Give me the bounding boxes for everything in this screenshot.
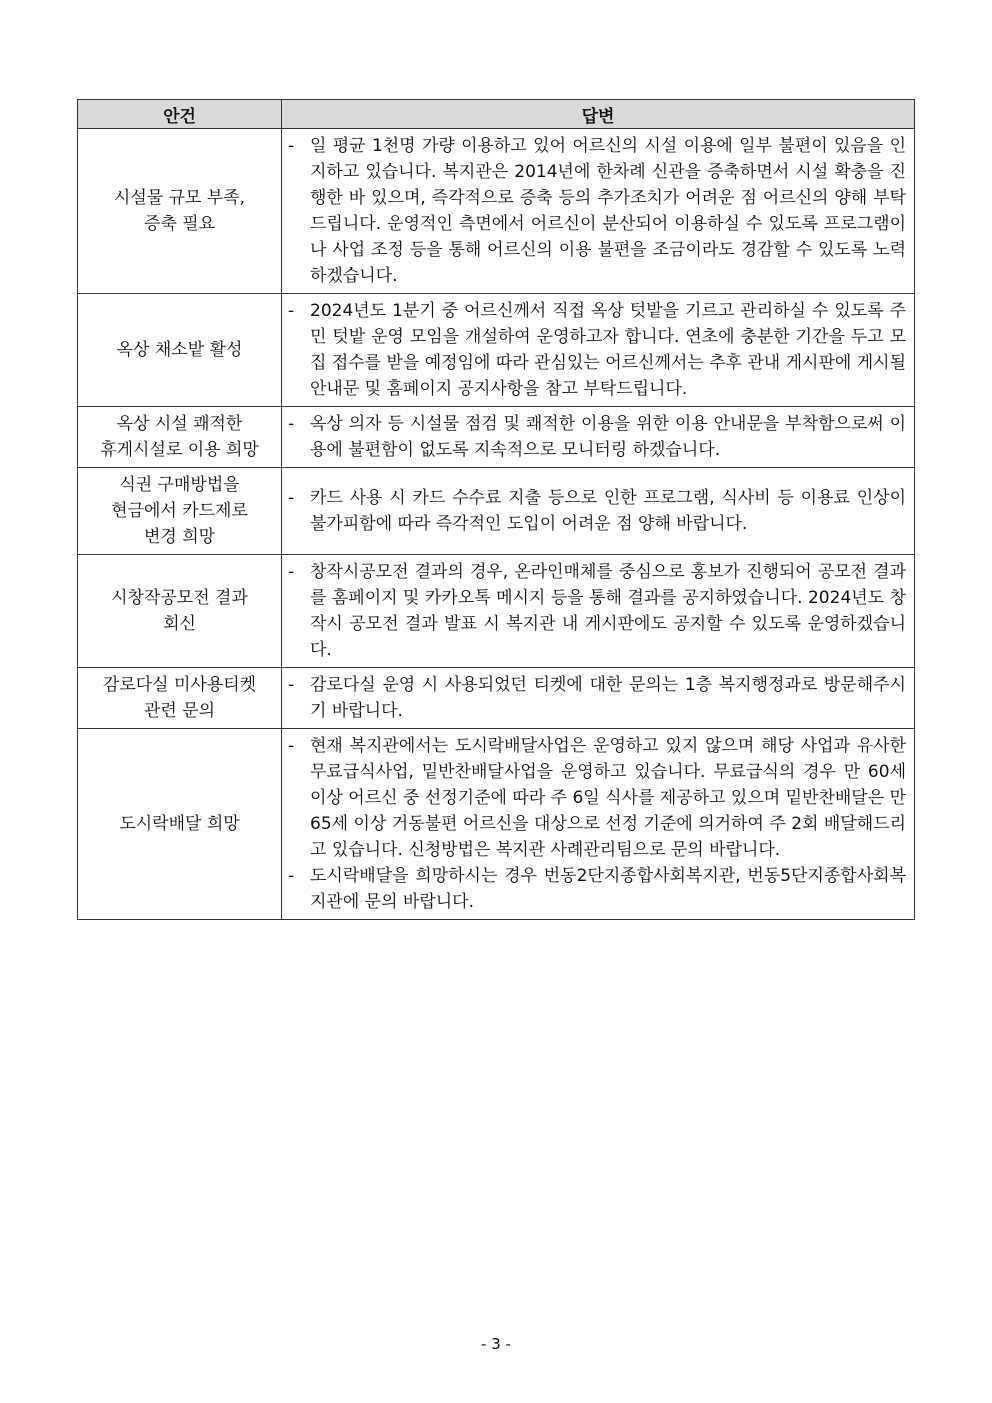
answer-text: 2024년도 1분기 중 어르신께서 직접 옥상 텃밭을 기르고 관리하실 수 있도록 주민 텃밭 운영 모임을 개설하여 운영하고자 합니다. 연초에 충분한 기간을 두고 모집 접수를 받을 예정임에 따라 관심있는 어르신께서는 추후 관내 게시판에 게시될 안내문 및 홈페이지 공지사항을 참고 부탁드립니다.	[310, 301, 906, 399]
answer-cell	[282, 668, 915, 729]
agenda-line: 증축 필요	[143, 214, 216, 234]
agenda-line: 관련 문의	[143, 701, 216, 721]
table-row	[78, 729, 915, 920]
table-row	[78, 407, 915, 468]
agenda-line: 도시락배달 희망	[119, 814, 240, 834]
answer-item	[288, 411, 906, 463]
answer-cell	[282, 729, 915, 920]
agenda-cell	[78, 294, 282, 407]
answer-text: 감로다실 운영 시 사용되었던 티켓에 대한 문의는 1층 복지행정과로 방문해주시기 바랍니다.	[310, 675, 906, 721]
qa-table	[77, 99, 915, 920]
agenda-line: 옥상 시설 쾌적한	[116, 414, 243, 434]
table-body	[78, 129, 915, 920]
bullet-dash: -	[288, 488, 295, 508]
answer-item	[288, 733, 906, 863]
agenda-cell	[78, 555, 282, 668]
table-row	[78, 668, 915, 729]
answer-text: 일 평균 1천명 가량 이용하고 있어 어르신의 시설 이용에 일부 불편이 있음을 인지하고 있습니다. 복지관은 2014년에 한차례 신관을 증축하면서 시설 확충을 진행한 바 있으며, 즉각적으로 증축 등의 추가조치가 어려운 점 어르신의 양해 부탁드립니다. 운영적인 측면에서 어르신이 분산되어 이용하실 수 있도록 프로그램이나 사업 조정 등을 통해 어르신의 이용 불편을 조금이라도 경감할 수 있도록 노력하겠습니다.	[310, 136, 906, 286]
page-number: - 3 -	[481, 1335, 511, 1353]
bullet-dash: -	[288, 136, 295, 156]
table-row	[78, 555, 915, 668]
agenda-cell	[78, 729, 282, 920]
table-row	[78, 294, 915, 407]
agenda-cell	[78, 668, 282, 729]
agenda-line: 회신	[163, 614, 196, 634]
agenda-line: 휴게시설로 이용 희망	[100, 440, 259, 460]
agenda-line: 시창작공모전 결과	[111, 588, 248, 608]
table-row	[78, 129, 915, 294]
answer-cell	[282, 129, 915, 294]
answer-text: 카드 사용 시 카드 수수료 지출 등으로 인한 프로그램, 식사비 등 이용료 인상이 불가피함에 따라 즉각적인 도입이 어려운 점 양해 바랍니다.	[310, 488, 906, 534]
table-row	[78, 468, 915, 555]
answer-cell	[282, 555, 915, 668]
answer-item	[288, 672, 906, 724]
bullet-dash: -	[288, 866, 295, 886]
answer-column-header: 답변	[282, 100, 915, 129]
answer-text: 도시락배달을 희망하시는 경우 번동2단지종합사회복지관, 번동5단지종합사회복지관에 문의 바랍니다.	[310, 866, 906, 912]
answer-cell	[282, 407, 915, 468]
answer-text: 창작시공모전 결과의 경우, 온라인매체를 중심으로 홍보가 진행되어 공모전 결과를 홈페이지 및 카카오톡 메시지 등을 통해 결과를 공지하였습니다. 2024년도 창작시 공모전 결과 발표 시 복지관 내 게시판에도 공지할 수 있도록 운영하겠습니다.	[310, 562, 906, 660]
agenda-cell	[78, 468, 282, 555]
answer-item	[288, 863, 906, 915]
agenda-column-header: 안건	[78, 100, 282, 129]
bullet-dash: -	[288, 562, 295, 582]
agenda-line: 식권 구매방법을	[119, 475, 240, 495]
bullet-dash: -	[288, 675, 295, 695]
answer-item	[288, 298, 906, 402]
bullet-dash: -	[288, 414, 295, 434]
answer-text: 현재 복지관에서는 도시락배달사업은 운영하고 있지 않으며 해당 사업과 유사한 무료급식사업, 밑반찬배달사업을 운영하고 있습니다. 무료급식의 경우 만 60세 이상 어르신 중 선정기준에 따라 주 6일 식사를 제공하고 있으며 밑반찬배달은 만65세 이상 거동불편 어르신을 대상으로 선정 기준에 의거하여 주 2회 배달해드리고 있습니다. 신청방법은 복지관 사례관리팀으로 문의 바랍니다.	[310, 736, 906, 860]
answer-cell	[282, 468, 915, 555]
answer-item	[288, 133, 906, 289]
bullet-dash: -	[288, 301, 295, 321]
bullet-dash: -	[288, 736, 295, 756]
agenda-line: 시설물 규모 부족,	[113, 188, 246, 208]
agenda-cell	[78, 407, 282, 468]
agenda-line: 감로다실 미사용티켓	[102, 675, 257, 695]
agenda-cell	[78, 129, 282, 294]
table-header-row	[78, 100, 915, 129]
answer-item	[288, 559, 906, 663]
answer-item	[288, 485, 906, 537]
agenda-line: 현금에서 카드제로	[111, 501, 248, 521]
answer-text: 옥상 의자 등 시설물 점검 및 쾌적한 이용을 위한 이용 안내문을 부착함으로써 이용에 불편함이 없도록 지속적으로 모니터링 하겠습니다.	[310, 414, 906, 460]
agenda-line: 옥상 채소밭 활성	[116, 340, 243, 360]
answer-cell	[282, 294, 915, 407]
agenda-line: 변경 희망	[143, 527, 216, 547]
